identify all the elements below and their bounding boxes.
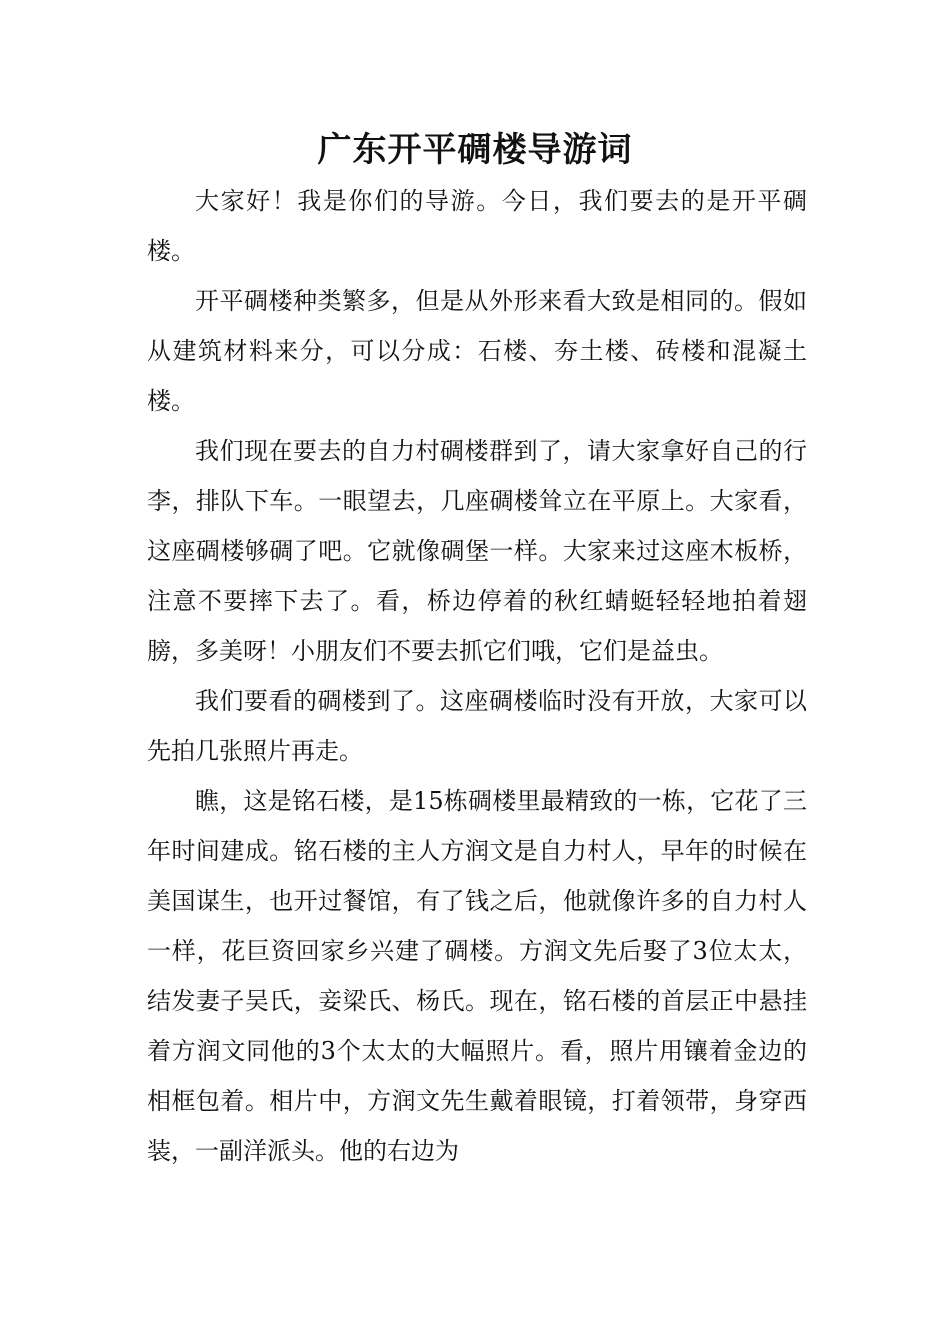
paragraph: 我们现在要去的自力村碉楼群到了，请大家拿好自己的行李，排队下车。一眼望去，几座碉楼耸立在平原上。大家看，这座碉楼够碉了吧。它就像碉堡一样。大家来过这座木板桥，注意不要摔下去了。看，桥边停着的秋红蜻蜓轻轻地拍着翅膀，多美呀！小朋友们不要去抓它们哦，它们是益虫。 [147,437,807,665]
paragraph: 我们要看的碉楼到了。这座碉楼临时没有开放，大家可以先拍几张照片再走。 [147,687,807,765]
paragraph: 开平碉楼种类繁多，但是从外形来看大致是相同的。假如从建筑材料来分，可以分成：石楼、夯土楼、砖楼和混凝土楼。 [147,287,807,415]
document-body [147,176,807,1176]
document-title: 广东开平碉楼导游词 [317,130,633,170]
paragraph: 瞧，这是铭石楼，是15栋碉楼里最精致的一栋，它花了三年时间建成。铭石楼的主人方润文是自力村人，早年的时候在美国谋生，也开过餐馆，有了钱之后，他就像许多的自力村人一样，花巨资回家乡兴建了碉楼。方润文先后娶了3位太太，结发妻子吴氏，妾梁氏、杨氏。现在，铭石楼的首层正中悬挂着方润文同他的3个太太的大幅照片。看，照片用镶着金边的相框包着。相片中，方润文先生戴着眼镜，打着领带，身穿西装，一副洋派头。他的右边为 [147,787,807,1165]
paragraph: 大家好！我是你们的导游。今日，我们要去的是开平碉楼。 [147,187,807,265]
